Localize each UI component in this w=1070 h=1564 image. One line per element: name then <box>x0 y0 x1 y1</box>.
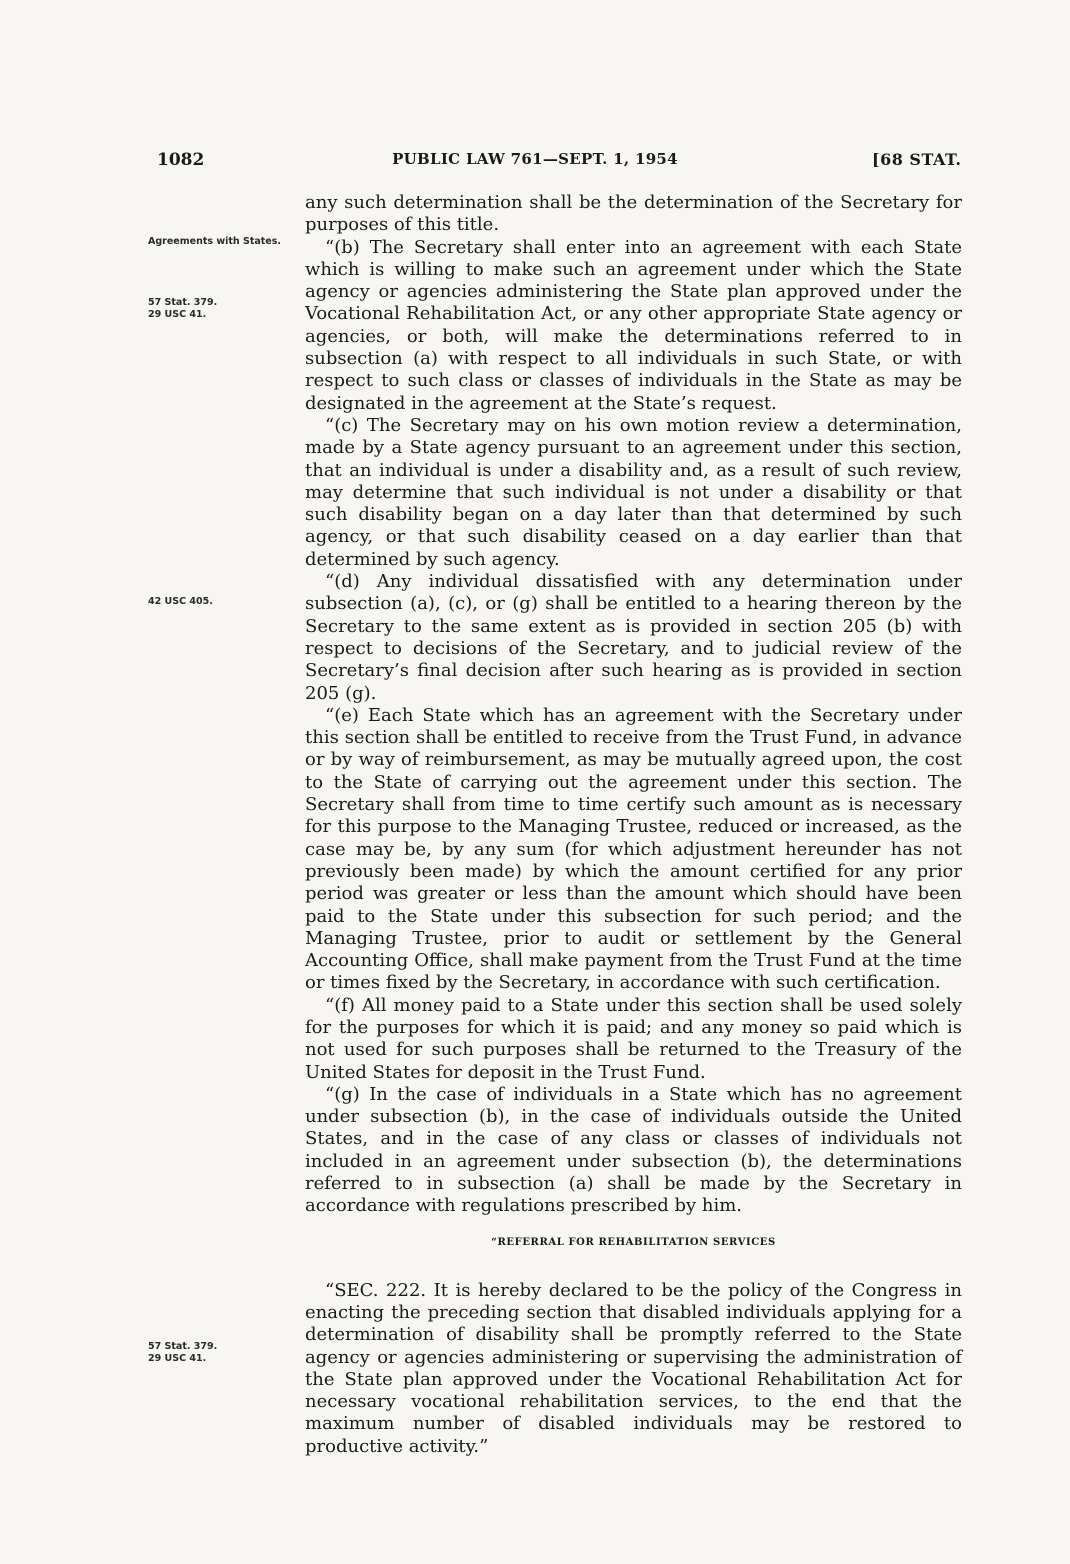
margin-note-42-usc-405: 42 USC 405. <box>148 596 213 607</box>
citation-stat: 57 Stat. 379. <box>148 297 218 308</box>
volume-reference: [68 STAT. <box>872 150 962 169</box>
page-header <box>0 150 1070 174</box>
margin-note-citation-1 <box>148 297 288 321</box>
page-number: 1082 <box>157 150 205 170</box>
section-heading: “REFERRAL FOR REHABILITATION SERVICES <box>491 1236 776 1248</box>
paragraph-f: “(f) All money paid to a State under this section shall be used solely for the purposes for which it is paid; and any money so paid which is not used for such purposes shall be returned to the Treasury of the United States for deposit in the Trust Fund. <box>305 994 962 1083</box>
running-head: PUBLIC LAW 761—SEPT. 1, 1954 <box>392 150 678 168</box>
paragraph-c: “(c) The Secretary may on his own motion review a determination, made by a State agency pursuant to an agreement under this section, that an individual is under a disability and, as a result of such review, may determine that such individual is not under a disability or that such disability began on a day later than that determined by such agency, or that such disability ceased on a day earlier than that determined by such agency. <box>305 414 962 570</box>
paragraph-d: “(d) Any individual dissatisfied with any determination under subsection (a), (c), or (g) shall be entitled to a hearing thereon by the Secretary to the same extent as is provided in section 205 (b) with respect to decisions of the Secretary, and to judicial review of the Secretary’s final decision after such hearing as is provided in section 205 (g). <box>305 571 962 704</box>
citation-usc: 29 USC 41. <box>148 309 207 320</box>
paragraph-b: “(b) The Secretary shall enter into an agreement with each State which is willing to make such an agreement under which the State agency or agencies administering the State plan approved under the Vocational Rehabilitation Act, or any other appropriate State agency or agencies, or both, will make the determinations referred to in subsection (a) with respect to all individuals in such State, or with respect to such class or classes of individuals in the State as may be designated in the agreement at the State’s request. <box>305 236 962 414</box>
citation-stat: 57 Stat. 379. <box>148 1341 218 1352</box>
section-222: “SEC. 222. It is hereby declared to be the policy of the Congress in enacting the preceding section that disabled individuals applying for a determination of disability shall be promptly referred to the State agency or agencies administering or supervising the administration of the State plan approved under the Vocational Rehabilitation Act for necessary vocational rehabilitation services, to the end that the maximum number of disabled individuals may be restored to productive activity.” <box>305 1279 962 1457</box>
citation-usc: 29 USC 41. <box>148 1353 207 1364</box>
margin-note-citation-2 <box>148 1341 288 1365</box>
paragraph-continuation: any such determination shall be the determination of the Secretary for purposes of this title. <box>305 192 962 236</box>
paragraph-e: “(e) Each State which has an agreement with the Secretary under this section shall be entitled to receive from the Trust Fund, in advance or by way of reimbursement, as may be mutually agreed upon, the cost to the State of carrying out the agreement under this section. The Secretary shall from time to time certify such amount as is necessary for this purpose to the Managing Trustee, reduced or increased, as the case may be, by any sum (for which adjustment hereunder has not previously been made) by which the amount certified for any prior period was greater or less than the amount which should have been paid to the State under this subsection for such period; and the Managing Trustee, prior to audit or settlement by the General Accounting Office, shall make payment from the Trust Fund at the time or times fixed by the Secretary, in accordance with such certification. <box>305 704 962 994</box>
paragraph-g: “(g) In the case of individuals in a State which has no agreement under subsection (b), in the case of individuals outside the United States, and in the case of any class or classes of individuals not included in an agreement under subsection (b), the determinations referred to in subsection (a) shall be made by the Secretary in accordance with regulations prescribed by him. <box>305 1083 962 1217</box>
body-text <box>305 192 962 1458</box>
margin-note-agreements: Agreements with States. <box>148 236 282 247</box>
